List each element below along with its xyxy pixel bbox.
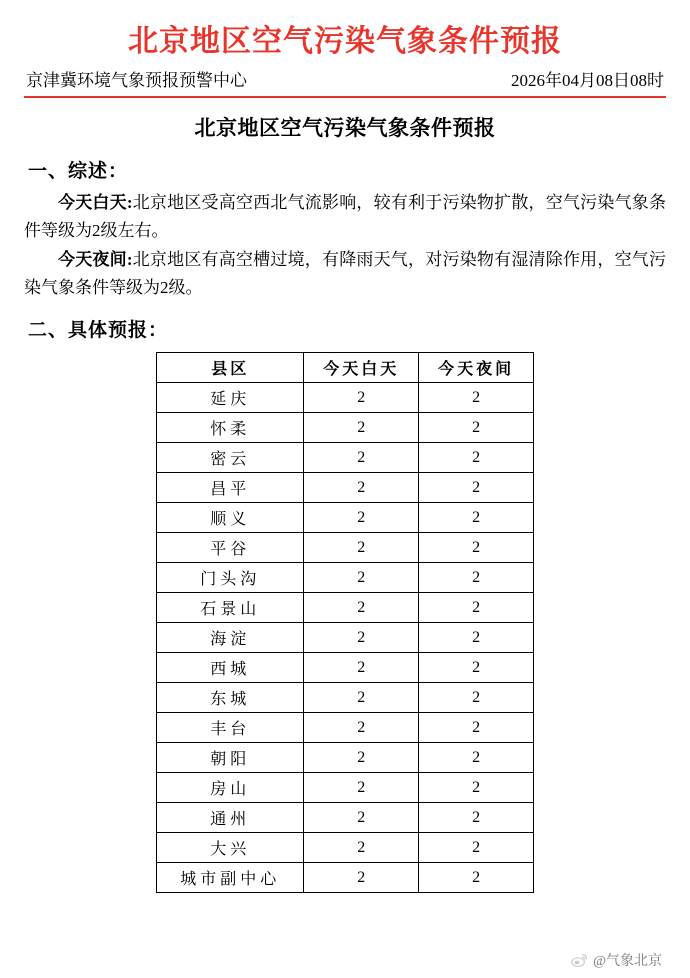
cell-region: 顺义 — [157, 503, 304, 533]
cell-region: 海淀 — [157, 623, 304, 653]
table-row — [157, 683, 534, 713]
banner-title: 北京地区空气污染气象条件预报 — [128, 24, 562, 59]
cell-day: 2 — [304, 503, 419, 533]
cell-day: 2 — [304, 563, 419, 593]
cell-day: 2 — [304, 443, 419, 473]
watermark — [571, 950, 662, 970]
cell-day: 2 — [304, 473, 419, 503]
cell-night: 2 — [419, 593, 534, 623]
table-row — [157, 623, 534, 653]
watermark-text: @气象北京 — [593, 954, 662, 969]
cell-day: 2 — [304, 413, 419, 443]
cell-region: 大兴 — [157, 833, 304, 863]
cell-night: 2 — [419, 623, 534, 653]
table-row — [157, 503, 534, 533]
cell-region: 怀柔 — [157, 413, 304, 443]
cell-night: 2 — [419, 563, 534, 593]
cell-day: 2 — [304, 383, 419, 413]
table-row — [157, 473, 534, 503]
overview-heading: 一、综述： — [28, 161, 129, 182]
table-row — [157, 563, 534, 593]
issue-time: 2026年04月08日08时 — [511, 71, 664, 90]
daytime-label: 今天白天: — [58, 193, 133, 212]
cell-region: 平谷 — [157, 533, 304, 563]
cell-night: 2 — [419, 443, 534, 473]
cell-region: 西城 — [157, 653, 304, 683]
table-row — [157, 863, 534, 893]
document-header — [24, 66, 666, 96]
cell-night: 2 — [419, 683, 534, 713]
cell-day: 2 — [304, 593, 419, 623]
daytime-text: 北京地区受高空西北气流影响，较有利于污染物扩散，空气污染气象条件等级为2级左右。 — [24, 193, 666, 240]
header-divider — [24, 96, 666, 98]
night-paragraph — [24, 246, 666, 301]
cell-day: 2 — [304, 623, 419, 653]
table-row — [157, 413, 534, 443]
cell-region: 朝阳 — [157, 743, 304, 773]
table-row — [157, 803, 534, 833]
cell-day: 2 — [304, 653, 419, 683]
column-header-night: 今天夜间 — [419, 353, 534, 383]
cell-day: 2 — [304, 803, 419, 833]
cell-night: 2 — [419, 533, 534, 563]
cell-night: 2 — [419, 503, 534, 533]
cell-night: 2 — [419, 833, 534, 863]
cell-night: 2 — [419, 383, 534, 413]
table-row — [157, 443, 534, 473]
issuer-label: 京津冀环境气象预报预警中心 — [26, 71, 247, 90]
table-header-row — [157, 353, 534, 383]
cell-region: 密云 — [157, 443, 304, 473]
night-text: 北京地区有高空槽过境，有降雨天气，对污染物有湿清除作用，空气污染气象条件等级为2级。 — [24, 250, 666, 297]
cell-night: 2 — [419, 803, 534, 833]
cell-region: 延庆 — [157, 383, 304, 413]
table-row — [157, 833, 534, 863]
column-header-region: 县区 — [157, 353, 304, 383]
weibo-logo-icon — [571, 953, 588, 967]
cell-day: 2 — [304, 833, 419, 863]
cell-night: 2 — [419, 653, 534, 683]
table-row — [157, 713, 534, 743]
cell-region: 昌平 — [157, 473, 304, 503]
cell-region: 丰台 — [157, 713, 304, 743]
page-title: 北京地区空气污染气象条件预报 — [194, 116, 496, 140]
cell-day: 2 — [304, 743, 419, 773]
forecast-table-body — [157, 383, 534, 893]
cell-region: 城市副中心 — [157, 863, 304, 893]
cell-region: 通州 — [157, 803, 304, 833]
table-row — [157, 533, 534, 563]
night-label: 今天夜间: — [58, 250, 133, 270]
table-row — [157, 653, 534, 683]
column-header-daytime: 今天白天 — [304, 353, 419, 383]
cell-day: 2 — [304, 683, 419, 713]
table-row — [157, 743, 534, 773]
cell-day: 2 — [304, 713, 419, 743]
table-row — [157, 383, 534, 413]
cell-day: 2 — [304, 863, 419, 893]
forecast-table — [156, 352, 534, 893]
cell-night: 2 — [419, 713, 534, 743]
cell-region: 房山 — [157, 773, 304, 803]
table-row — [157, 773, 534, 803]
daytime-paragraph — [24, 189, 666, 244]
cell-night: 2 — [419, 473, 534, 503]
cell-night: 2 — [419, 413, 534, 443]
cell-region: 石景山 — [157, 593, 304, 623]
cell-day: 2 — [304, 773, 419, 803]
cell-region: 门头沟 — [157, 563, 304, 593]
table-row — [157, 593, 534, 623]
cell-night: 2 — [419, 743, 534, 773]
cell-day: 2 — [304, 533, 419, 563]
cell-night: 2 — [419, 863, 534, 893]
detail-heading: 二、具体预报： — [28, 320, 169, 342]
cell-region: 东城 — [157, 683, 304, 713]
cell-night: 2 — [419, 773, 534, 803]
